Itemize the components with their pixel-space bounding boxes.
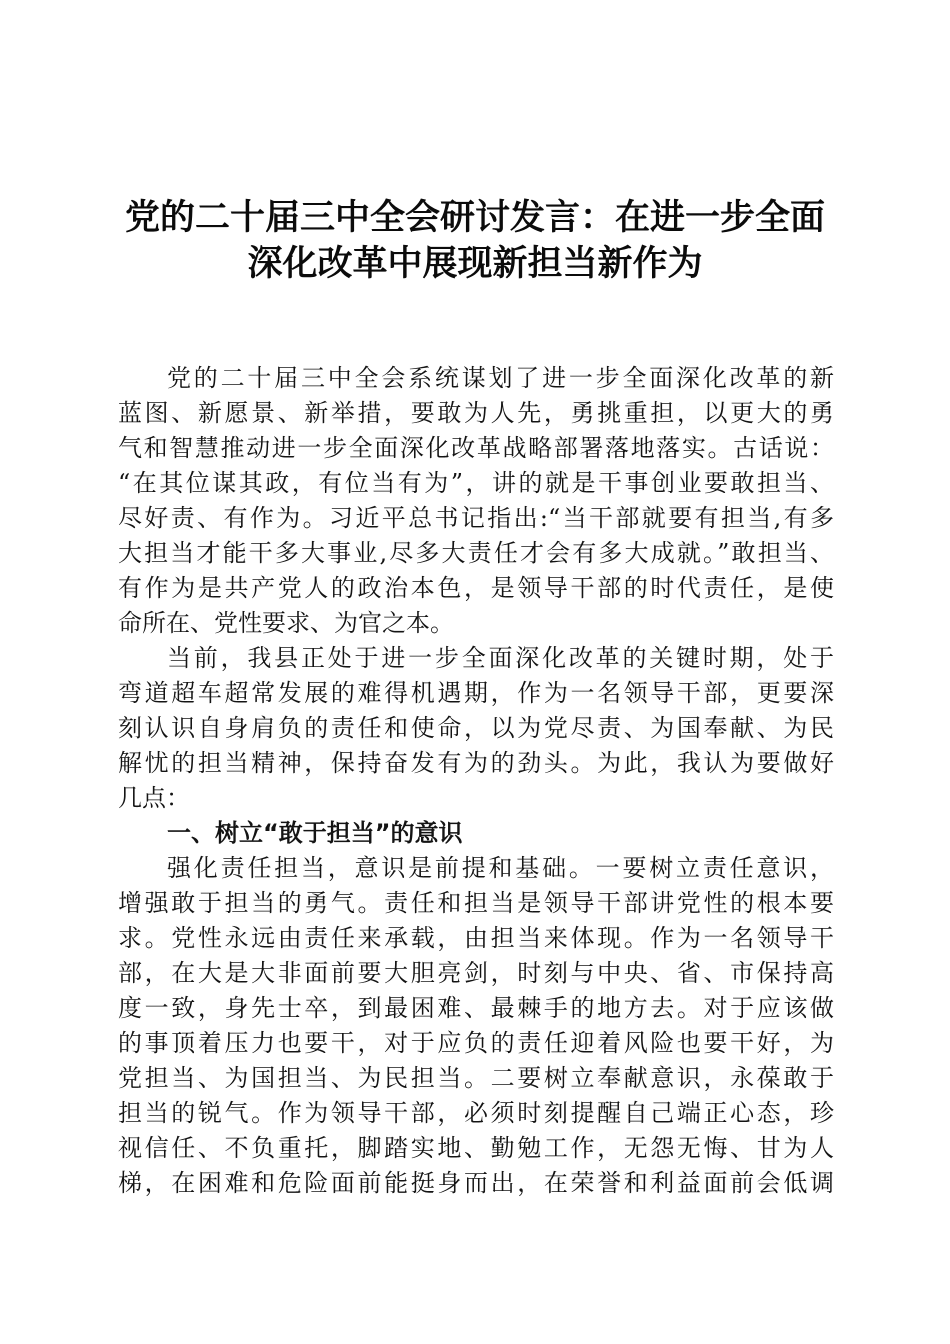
paragraph-1-line: 有作为是共产党人的政治本色，是领导干部的时代责任，是使 <box>118 574 834 602</box>
paragraph-3-line: 部，在大是大非面前要大胆亮剑，时刻与中央、省、市保持高 <box>118 959 834 987</box>
section-heading-1: 一、树立“敢于担当”的意识 <box>167 819 463 847</box>
document-title-line-2: 深化改革中展现新担当新作为 <box>247 243 703 284</box>
paragraph-2-line: 当前，我县正处于进一步全面深化改革的关键时期，处于 <box>167 644 834 672</box>
paragraph-3-line: 党担当、为国担当、为民担当。二要树立奉献意识，永葆敢于 <box>118 1064 834 1092</box>
paragraph-3-line: 视信任、不负重托，脚踏实地、勤勉工作，无怨无悔、甘为人 <box>118 1134 834 1162</box>
paragraph-3-line: 求。党性永远由责任来承载，由担当来体现。作为一名领导干 <box>118 924 834 952</box>
paragraph-1-line: 尽好责、有作为。习近平总书记指出:“当干部就要有担当,有多 <box>118 504 834 532</box>
document-title-line-1: 党的二十届三中全会研讨发言：在进一步全面 <box>124 197 825 238</box>
paragraph-2-line: 弯道超车超常发展的难得机遇期，作为一名领导干部，更要深 <box>118 679 834 707</box>
paragraph-3-line: 的事顶着压力也要干，对于应负的责任迎着风险也要干好，为 <box>118 1029 834 1057</box>
paragraph-3-line: 增强敢于担当的勇气。责任和担当是领导干部讲党性的根本要 <box>118 889 834 917</box>
paragraph-1-line: “在其位谋其政，有位当有为”，讲的就是干事创业要敢担当、 <box>118 469 834 497</box>
paragraph-3-line: 梯，在困难和危险面前能挺身而出，在荣誉和利益面前会低调 <box>118 1169 834 1197</box>
paragraph-2-line: 刻认识自身肩负的责任和使命，以为党尽责、为国奉献、为民 <box>118 714 834 742</box>
paragraph-1-line: 大担当才能干多大事业,尽多大责任才会有多大成就。”敢担当、 <box>118 539 834 567</box>
paragraph-3-line: 担当的锐气。作为领导干部，必须时刻提醒自己端正心态，珍 <box>118 1099 834 1127</box>
paragraph-1-line: 命所在、党性要求、为官之本。 <box>118 609 454 637</box>
paragraph-1-line: 党的二十届三中全会系统谋划了进一步全面深化改革的新 <box>167 364 834 392</box>
paragraph-2-line: 解忧的担当精神，保持奋发有为的劲头。为此，我认为要做好 <box>118 749 834 777</box>
paragraph-2-line: 几点： <box>118 784 190 812</box>
paragraph-3-line: 度一致，身先士卒，到最困难、最棘手的地方去。对于应该做 <box>118 994 834 1022</box>
paragraph-3-line: 强化责任担当，意识是前提和基础。一要树立责任意识， <box>167 854 834 882</box>
paragraph-1-line: 气和智慧推动进一步全面深化改革战略部署落地落实。古话说： <box>118 434 834 462</box>
paragraph-1-line: 蓝图、新愿景、新举措，要敢为人先，勇挑重担，以更大的勇 <box>118 399 834 427</box>
